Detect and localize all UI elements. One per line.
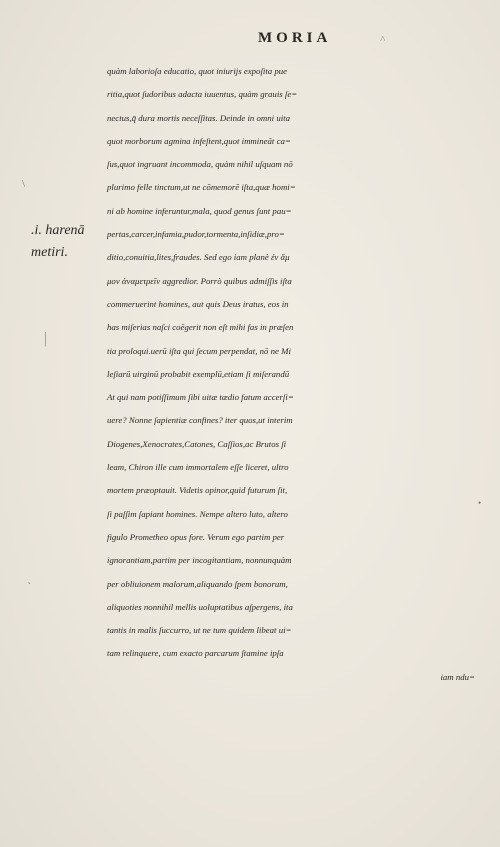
catchword: iam ndu= xyxy=(440,671,475,682)
text-line: commeruerint homines, aut quis Deus iratus, eos in xyxy=(107,298,289,309)
paper-speck: \ xyxy=(22,178,26,190)
body-text xyxy=(107,60,487,689)
margin-note: metiri. xyxy=(31,245,68,260)
paper-speck: ˛ xyxy=(28,574,31,584)
text-line: figulo Prometheo opus fore. Verum ego partim per xyxy=(107,531,285,542)
running-head: MORIA xyxy=(258,30,332,46)
text-line: quot morborum agmina infeſtent,quot immineāt ca= xyxy=(107,135,291,146)
text-line: aliquoties nonnihil mellis uoluptatibus aſpergens, ita xyxy=(107,601,293,612)
text-line: Diogenes,Xenocrates,Catones, Caſſios,ac Brutos ſi xyxy=(107,438,287,449)
text-line: mortem præoptauit. Videtis opinor,quid futurum ſit, xyxy=(107,485,288,496)
text-line: ſi paſſim ſapiant homines. Nempe altero luto, altero xyxy=(107,508,288,519)
text-line: has miſerias naſci coēgerit non eſt mihi fas in præſen xyxy=(107,322,294,333)
text-line: ſus,quot ingruant incommoda, quàm nihil uſquam nō xyxy=(107,159,293,170)
text-line: tam relinquere, cum exacto parcarum ſtamine ipſa xyxy=(107,648,284,659)
text-line: pertas,carcer,infamia,pudor,tormenta,inſidiæ,pro= xyxy=(107,229,285,240)
text-line: plurimo felle tinctum,ut ne cōmemorē iſta,quæ homi= xyxy=(107,182,296,193)
text-line: ignorantiam,partim per incogitantiam, nonnunquàm xyxy=(107,555,292,566)
text-line: per obliuionem malorum,aliquando ſpem bonorum, xyxy=(107,578,288,589)
text-line: tia proloqui.uerū iſta qui ſecum perpendat, nō ne Mi xyxy=(107,345,291,356)
paper-speck: • xyxy=(478,498,482,508)
text-line: quàm laborioſa educatio, quot iniurijs expoſita pue xyxy=(107,66,288,76)
text-line: uere? Nonne ſapientiæ confines? iter quos,ut interim xyxy=(107,415,293,426)
text-line: ditio,conuitia,lites,fraudes. Sed ego iam planè ἐν ἄμ xyxy=(107,252,290,263)
text-line: tantis in malis ſuccurro, ut ne tum quidem libeat ui= xyxy=(107,625,292,636)
margin-note: .i. harenā xyxy=(31,223,85,238)
text-line: μον ἀναμετρεῖν aggredior. Porrò quibus admiſſis iſta xyxy=(107,275,292,286)
text-line: ni ab homine inferuntur,mala, quod genus ſunt pau= xyxy=(107,205,292,216)
text-line: ritia,quot ſudoribus adacta iuuentus, quàm grauis ſe= xyxy=(107,89,298,100)
paper-speck: | xyxy=(44,330,48,347)
text-line: nectus,q̄ dura mortis neceſſitas. Deinde in omni uita xyxy=(107,112,291,123)
text-line: At qui nam potiſſimum ſibi uitæ tædio fatum accerſi= xyxy=(107,392,294,403)
printer-mark: ˄ xyxy=(380,34,386,45)
text-line: leſiarū uirginū probabit exemplū,etiam ſi miſerandū xyxy=(107,368,290,379)
text-line: leam, Chiron ille cum immortalem eſſe liceret, ultro xyxy=(107,462,289,473)
